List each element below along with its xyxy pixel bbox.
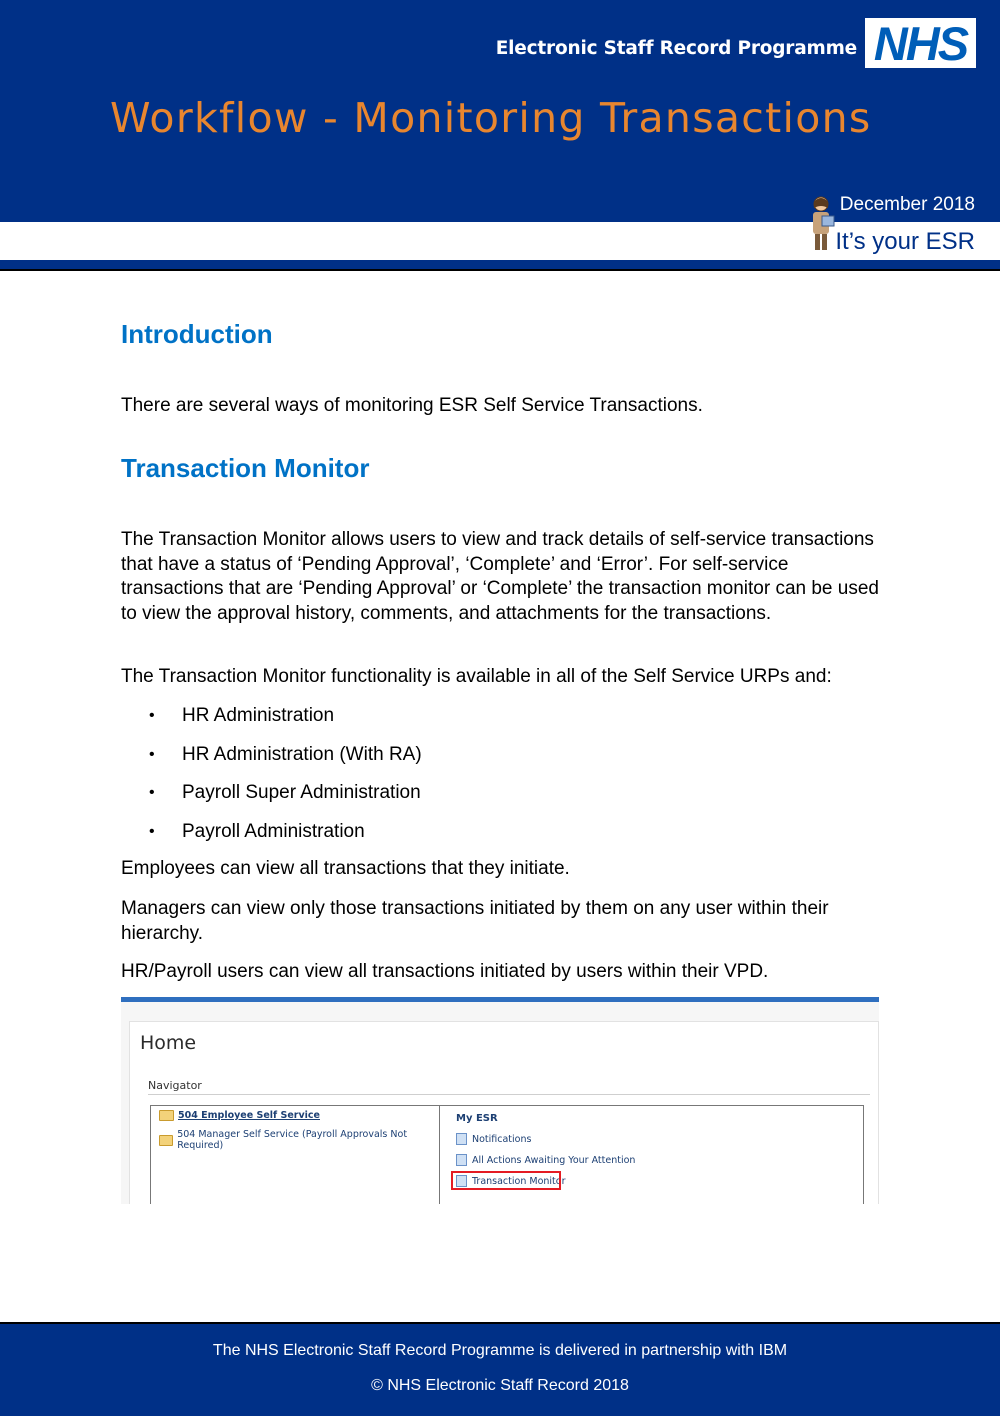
link-notifications[interactable]	[456, 1133, 531, 1145]
bullet-icon: •	[149, 784, 155, 801]
navigator-box	[150, 1105, 864, 1204]
brand	[496, 18, 976, 68]
transaction-monitor-para-3: Employees can view all transactions that they initiate.	[121, 858, 570, 879]
nhs-logo-text: NHS	[873, 16, 968, 70]
transaction-monitor-heading: Transaction Monitor	[121, 453, 370, 483]
list-item-text: Payroll Super Administration	[182, 782, 421, 803]
list-item	[121, 781, 422, 820]
document-date: December 2018	[839, 194, 975, 215]
folder-label: 504 Employee Self Service	[178, 1110, 320, 1121]
folder-label: 504 Manager Self Service (Payroll Approvals Not Required)	[177, 1129, 408, 1151]
transaction-monitor-para-5: HR/Payroll users can view all transactions initiated by users within their VPD.	[121, 961, 769, 982]
list-item	[121, 820, 422, 859]
bullet-icon: •	[149, 745, 155, 763]
list-item-text: HR Administration	[182, 705, 335, 726]
link-all-actions[interactable]	[456, 1154, 635, 1166]
navigator-label: Navigator	[148, 1079, 202, 1092]
bullet-icon: •	[149, 707, 155, 724]
link-label: Notifications	[472, 1133, 532, 1145]
introduction-heading: Introduction	[121, 319, 273, 349]
transaction-monitor-highlight	[451, 1171, 561, 1190]
page-footer	[0, 1322, 1000, 1416]
esr-home-panel	[129, 1021, 879, 1204]
footer-partnership: The NHS Electronic Staff Record Programme is delivered in partnership with IBM	[212, 1342, 788, 1359]
list-item	[121, 704, 422, 743]
nhs-logo	[865, 18, 976, 68]
folder-icon	[159, 1110, 174, 1121]
introduction-text: There are several ways of monitoring ESR Self Service Transactions.	[121, 395, 703, 416]
folder-icon	[159, 1135, 173, 1146]
home-title: Home	[140, 1032, 197, 1054]
page-header	[0, 0, 1000, 222]
urp-bullet-list	[121, 704, 422, 858]
folder-employee-self-service[interactable]	[159, 1110, 320, 1121]
list-item	[121, 743, 422, 782]
bullet-icon: •	[149, 822, 155, 840]
my-esr-title: My ESR	[456, 1113, 498, 1124]
navigator-divider	[148, 1094, 870, 1095]
transaction-monitor-para-4: Managers can view only those transactions initiated by them on any user within their hierarchy.	[121, 898, 829, 944]
brand-text: Electronic Staff Record Programme	[495, 37, 857, 59]
link-label: All Actions Awaiting Your Attention	[472, 1154, 636, 1166]
header-rule	[0, 260, 1000, 271]
list-item-text: Payroll Administration	[182, 820, 365, 842]
mascot-icon	[806, 194, 836, 252]
link-label: Transaction Monitor	[472, 1175, 566, 1187]
list-item-text: HR Administration (With RA)	[182, 743, 422, 765]
navigator-folder-list	[151, 1106, 440, 1204]
esr-home-screenshot	[121, 997, 879, 1204]
folder-manager-self-service[interactable]	[159, 1129, 439, 1151]
transaction-monitor-para-1: The Transaction Monitor allows users to view and track details of self-service transactions that have a status of ‘Pending Approval’, ‘Complete’ and ‘Error’. For self-service transactions that are ‘Pending Approval’ or ‘Complete’ the transaction monitor can be used to view the approval history, comments, and attachments for the transactions.	[121, 529, 879, 624]
footer-copyright: © NHS Electronic Staff Record 2018	[371, 1377, 629, 1394]
document-icon	[456, 1133, 467, 1145]
tagline: It’s your ESR	[835, 228, 975, 255]
document-title: Workflow - Monitoring Transactions	[110, 94, 872, 142]
transaction-monitor-para-2: The Transaction Monitor functionality is available in all of the Self Service URPs and:	[121, 666, 832, 687]
document-icon	[456, 1154, 467, 1166]
